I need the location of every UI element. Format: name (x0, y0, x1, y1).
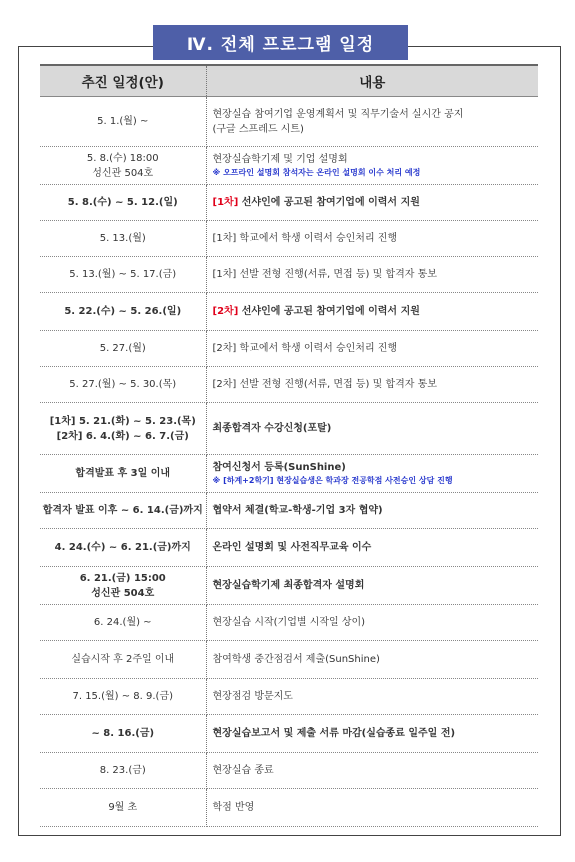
schedule-date-line2: 성신관 504호 (91, 587, 155, 599)
schedule-content: 참여신청서 등록(SunShine) (212, 462, 346, 473)
schedule-content-line (213, 195, 533, 210)
schedule-content-line (213, 578, 533, 593)
table-row (40, 185, 538, 221)
table-row (40, 605, 538, 641)
schedule-date: 6. 24.(월) ~ (93, 617, 152, 628)
schedule-content-cell (206, 529, 538, 567)
schedule-date: ~ 8. 16.(금) (91, 728, 155, 739)
date-column-header: 추진 일정(안) (40, 65, 206, 97)
schedule-content: 협약서 체결(학교-학생-기업 3자 협약) (212, 505, 383, 516)
schedule-date-cell (40, 97, 206, 147)
schedule-content: 온라인 설명회 및 사전직무교육 이수 (212, 542, 372, 553)
schedule-content: 현장점검 방문지도 (212, 691, 293, 702)
schedule-content-line (213, 421, 533, 436)
schedule-content-cell (206, 97, 538, 147)
schedule-date-cell (40, 403, 206, 455)
schedule-content: 학점 반영 (212, 802, 255, 813)
schedule-date: 7. 15.(월) ~ 8. 9.(금) (72, 691, 174, 702)
schedule-date: 4. 24.(수) ~ 6. 21.(금)까지 (54, 542, 191, 553)
schedule-content: [2차] 학교에서 학생 이력서 승인처리 진행 (212, 343, 398, 354)
table-row (40, 641, 538, 679)
schedule-content-cell (206, 257, 538, 293)
schedule-content-line (213, 341, 533, 356)
table-row (40, 367, 538, 403)
schedule-content-line (213, 152, 533, 167)
section-title: Ⅳ. 전체 프로그램 일정 (153, 25, 408, 60)
schedule-content-cell (206, 715, 538, 753)
table-row (40, 147, 538, 185)
schedule-content: 참여학생 중간점검서 제출(SunShine) (212, 654, 380, 665)
schedule-content-line (213, 231, 533, 246)
schedule-date-cell (40, 455, 206, 493)
schedule-content-cell (206, 403, 538, 455)
schedule-content-cell (206, 567, 538, 605)
schedule-date: 합격발표 후 3일 이내 (75, 468, 171, 479)
schedule-content-cell (206, 641, 538, 679)
table-row (40, 529, 538, 567)
schedule-date: [1차] 5. 21.(화) ~ 5. 23.(목) (49, 415, 196, 427)
schedule-content: [1차] 선발 전형 진행(서류, 면접 등) 및 합격자 통보 (212, 269, 437, 280)
table-row (40, 331, 538, 367)
schedule-content: 현장실습학기제 최종합격자 설명회 (212, 580, 365, 591)
schedule-date-cell (40, 715, 206, 753)
schedule-content-cell (206, 455, 538, 493)
schedule-content-cell (206, 493, 538, 529)
schedule-content-line (213, 304, 533, 319)
table-row (40, 221, 538, 257)
schedule-content: 현장실습 시작(기업별 시작일 상이) (212, 617, 366, 628)
schedule-content: 최종합격자 수강신청(포탈) (212, 423, 332, 434)
schedule-content-line (213, 540, 533, 555)
table-row (40, 493, 538, 529)
schedule-content: 현장실습 참여기업 운영계획서 및 직무기술서 실시간 공지 (212, 108, 464, 120)
schedule-content-cell (206, 753, 538, 789)
schedule-content-line (213, 267, 533, 282)
table-row (40, 715, 538, 753)
table-row (40, 567, 538, 605)
schedule-content: 현장실습 종료 (212, 765, 274, 776)
round-tag: [1차] (212, 197, 239, 208)
schedule-date-cell (40, 753, 206, 789)
schedule-note: ※ 오프라인 설명회 참석자는 온라인 설명회 이수 처리 예정 (212, 168, 421, 177)
schedule-date-cell (40, 147, 206, 185)
schedule-content: 선샤인에 공고된 참여기업에 이력서 지원 (238, 306, 420, 317)
schedule-date-cell (40, 493, 206, 529)
table-row (40, 789, 538, 827)
schedule-date: 5. 1.(월) ~ (97, 116, 149, 127)
schedule-date: 실습시작 후 2주일 이내 (71, 654, 175, 665)
schedule-date: 5. 8.(수) ~ 5. 12.(일) (67, 197, 178, 208)
schedule-date: 5. 27.(월) ~ 5. 30.(목) (69, 379, 177, 390)
round-tag: [2차] (212, 306, 239, 317)
schedule-date: 5. 27.(월) (99, 343, 146, 354)
schedule-content-line (213, 377, 533, 392)
schedule-date: 5. 8.(수) 18:00 (86, 152, 159, 164)
schedule-date-line2: [2차] 6. 4.(화) ~ 6. 7.(금) (56, 430, 189, 442)
schedule-content-cell (206, 367, 538, 403)
schedule-date: 5. 22.(수) ~ 5. 26.(일) (64, 306, 182, 317)
schedule-date-cell (40, 679, 206, 715)
schedule-content-line (213, 800, 533, 815)
schedule-content-cell (206, 679, 538, 715)
schedule-date-cell (40, 331, 206, 367)
schedule-date-cell (40, 257, 206, 293)
schedule-content-cell (206, 221, 538, 257)
schedule-content-cell (206, 605, 538, 641)
schedule-date-cell (40, 221, 206, 257)
schedule-date-line2: 성신관 504호 (92, 167, 154, 179)
table-row (40, 403, 538, 455)
table-row (40, 679, 538, 715)
schedule-date: 합격자 발표 이후 ~ 6. 14.(금)까지 (42, 505, 203, 516)
schedule-content-line (213, 763, 533, 778)
table-row (40, 455, 538, 493)
schedule-date-cell (40, 293, 206, 331)
schedule-content-line (213, 689, 533, 704)
schedule-content-cell (206, 147, 538, 185)
schedule-date-cell (40, 185, 206, 221)
schedule-content: 선샤인에 공고된 참여기업에 이력서 지원 (238, 197, 420, 208)
schedule-note: ※ [하계+2학기] 현장실습생은 학과장 전공학점 사전승인 상담 진행 (212, 476, 453, 485)
schedule-date-cell (40, 567, 206, 605)
schedule-content-line2: (구글 스프레드 시트) (212, 123, 304, 135)
schedule-content-line (213, 652, 533, 667)
schedule-content-cell (206, 331, 538, 367)
schedule-date-cell (40, 605, 206, 641)
table-header-row (40, 65, 538, 97)
schedule-date: 9월 초 (108, 802, 138, 813)
schedule-content: 현장실습보고서 및 제출 서류 마감(실습종료 일주일 전) (212, 728, 456, 739)
schedule-table (40, 64, 538, 827)
schedule-content-cell (206, 293, 538, 331)
schedule-date-cell (40, 789, 206, 827)
schedule-content-line (213, 503, 533, 518)
schedule-date: 5. 13.(월) (99, 233, 146, 244)
schedule-content-line (213, 460, 533, 475)
table-row (40, 257, 538, 293)
schedule-date-cell (40, 367, 206, 403)
schedule-date-cell (40, 529, 206, 567)
table-row (40, 97, 538, 147)
schedule-content-line (213, 107, 533, 122)
schedule-content-cell (206, 789, 538, 827)
schedule-content: 현장실습학기제 및 기업 설명회 (212, 154, 348, 165)
schedule-content-line (213, 615, 533, 630)
schedule-date: 8. 23.(금) (99, 765, 146, 776)
schedule-content: [2차] 선발 전형 진행(서류, 면접 등) 및 합격자 통보 (212, 379, 437, 390)
content-column-header: 내용 (206, 65, 538, 97)
schedule-date-cell (40, 641, 206, 679)
schedule-content: [1차] 학교에서 학생 이력서 승인처리 진행 (212, 233, 398, 244)
table-row (40, 753, 538, 789)
schedule-date: 5. 13.(월) ~ 5. 17.(금) (69, 269, 177, 280)
schedule-date: 6. 21.(금) 15:00 (79, 572, 166, 584)
schedule-content-cell (206, 185, 538, 221)
table-row (40, 293, 538, 331)
schedule-content-line (213, 726, 533, 741)
